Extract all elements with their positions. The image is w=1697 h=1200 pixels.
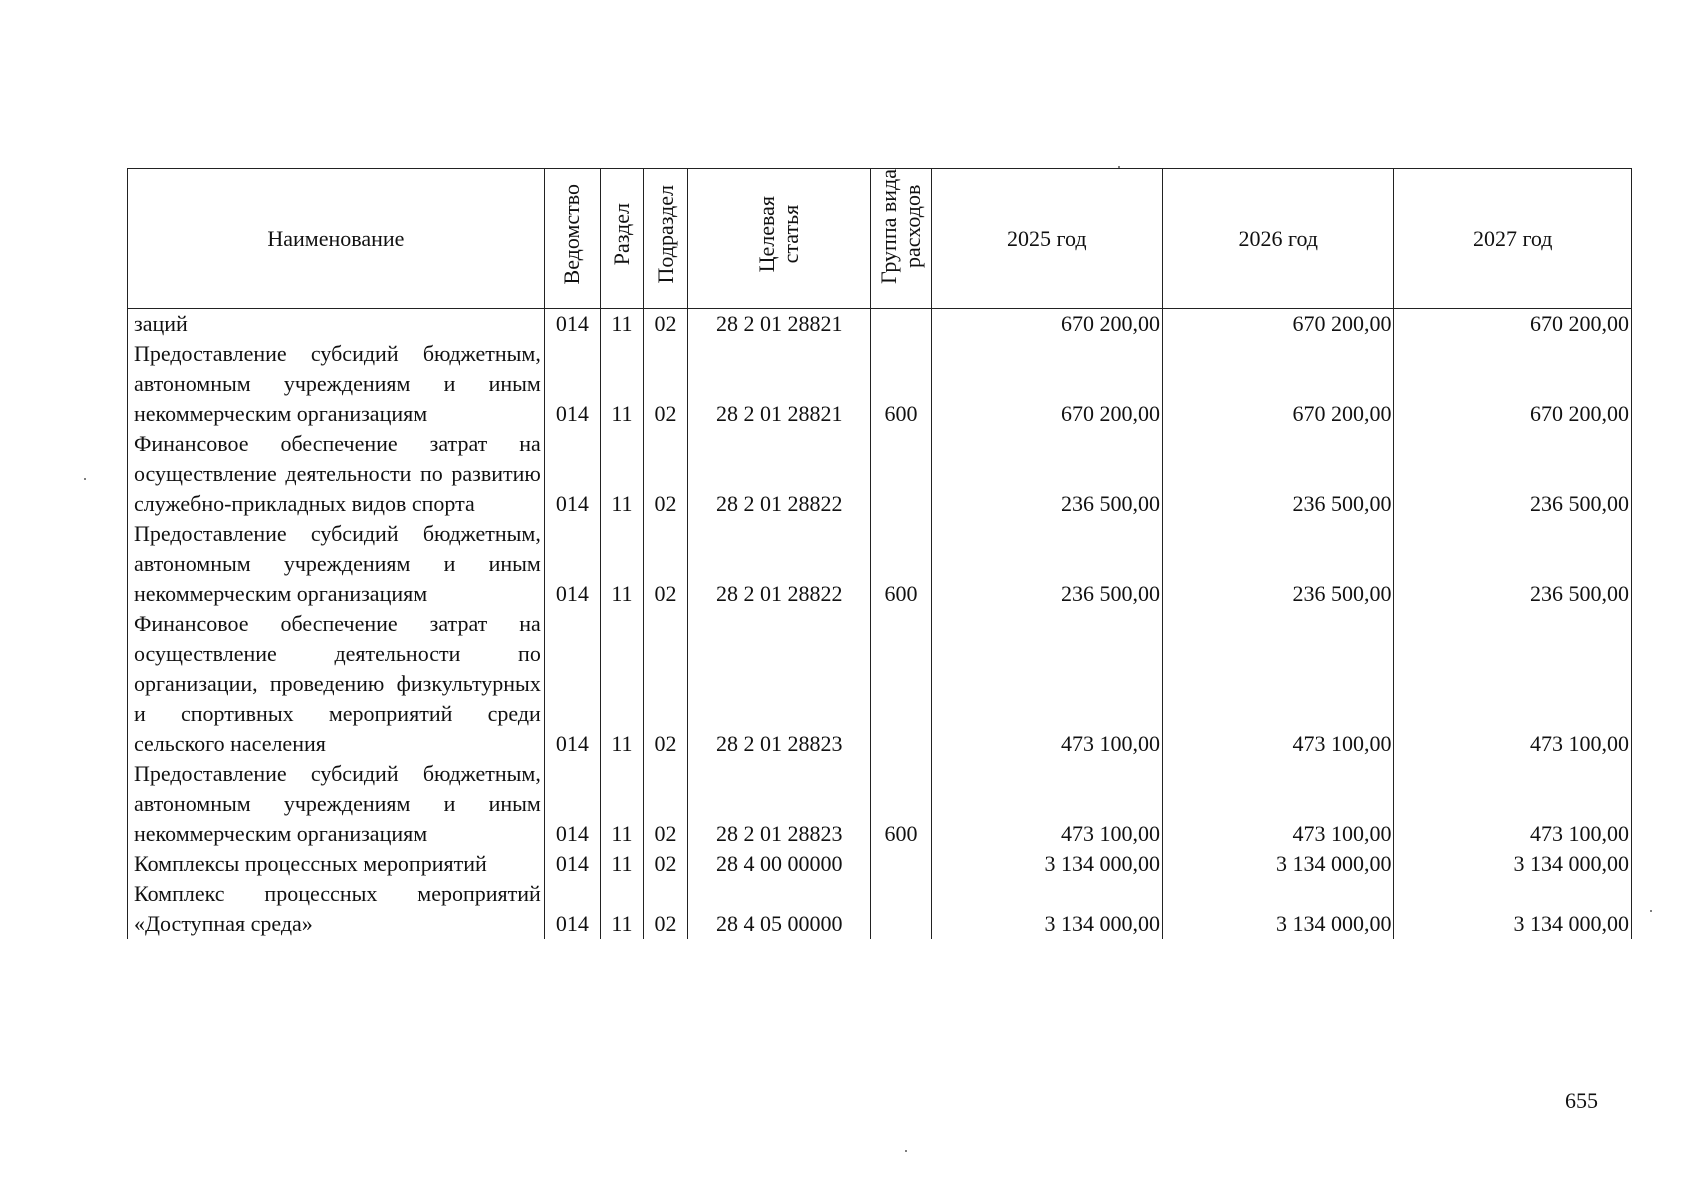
header-section: Раздел xyxy=(600,169,643,309)
cell-2027: 3 134 000,00 xyxy=(1394,879,1632,939)
cell-section: 11 xyxy=(600,759,643,849)
cell-section: 11 xyxy=(600,879,643,939)
cell-target: 28 2 01 28821 xyxy=(688,339,871,429)
cell-group: 600 xyxy=(871,759,931,849)
cell-2025: 236 500,00 xyxy=(931,519,1162,609)
cell-target: 28 4 00 00000 xyxy=(688,849,871,879)
cell-name: Финансовое обеспечение затрат на осуществление деятельности по развитию служебно-прикладных видов спорта xyxy=(128,429,545,519)
cell-dept: 014 xyxy=(544,429,600,519)
cell-name: Финансовое обеспечение затрат на осуществление деятельности по организации, проведению физкультурных и спортивных мероприятий среди сельского населения xyxy=(128,609,545,759)
cell-dept: 014 xyxy=(544,849,600,879)
cell-2026: 670 200,00 xyxy=(1163,339,1394,429)
header-subsection: Подраздел xyxy=(644,169,688,309)
cell-name: Предоставление субсидий бюджетным, автономным учреждениям и иным некоммерческим организациям xyxy=(128,519,545,609)
cell-section: 11 xyxy=(600,429,643,519)
cell-dept: 014 xyxy=(544,519,600,609)
cell-2026: 3 134 000,00 xyxy=(1163,879,1394,939)
cell-2026: 3 134 000,00 xyxy=(1163,849,1394,879)
cell-2027: 473 100,00 xyxy=(1394,609,1632,759)
table-row xyxy=(128,429,1632,519)
cell-2026: 473 100,00 xyxy=(1163,759,1394,849)
cell-subsection: 02 xyxy=(644,429,688,519)
cell-group xyxy=(871,429,931,519)
scan-speck xyxy=(84,478,86,480)
cell-section: 11 xyxy=(600,309,643,340)
scan-speck xyxy=(905,1150,907,1152)
cell-2025: 3 134 000,00 xyxy=(931,879,1162,939)
cell-target: 28 2 01 28822 xyxy=(688,429,871,519)
header-target xyxy=(688,169,871,309)
table-row xyxy=(128,609,1632,759)
scan-speck xyxy=(1118,166,1120,168)
cell-dept: 014 xyxy=(544,339,600,429)
cell-2027: 236 500,00 xyxy=(1394,519,1632,609)
cell-section: 11 xyxy=(600,339,643,429)
cell-dept: 014 xyxy=(544,759,600,849)
cell-subsection: 02 xyxy=(644,519,688,609)
cell-2026: 473 100,00 xyxy=(1163,609,1394,759)
table-row xyxy=(128,879,1632,939)
header-2025: 2025 год xyxy=(931,169,1162,309)
table-row xyxy=(128,759,1632,849)
cell-subsection: 02 xyxy=(644,339,688,429)
cell-name: Комплексы процессных мероприятий xyxy=(128,849,545,879)
cell-section: 11 xyxy=(600,849,643,879)
cell-subsection: 02 xyxy=(644,849,688,879)
header-group xyxy=(871,169,931,309)
cell-name: Предоставление субсидий бюджетным, автономным учреждениям и иным некоммерческим организациям xyxy=(128,339,545,429)
cell-name: заций xyxy=(128,309,545,340)
cell-2027: 670 200,00 xyxy=(1394,339,1632,429)
header-target-line2: статья xyxy=(778,205,804,264)
cell-group xyxy=(871,879,931,939)
cell-group: 600 xyxy=(871,339,931,429)
cell-2026: 236 500,00 xyxy=(1163,519,1394,609)
header-group-line1: Группа вида xyxy=(876,169,901,284)
cell-section: 11 xyxy=(600,609,643,759)
cell-2027: 3 134 000,00 xyxy=(1394,849,1632,879)
cell-2025: 236 500,00 xyxy=(931,429,1162,519)
cell-name: Предоставление субсидий бюджетным, автономным учреждениям и иным некоммерческим организациям xyxy=(128,759,545,849)
table-row xyxy=(128,339,1632,429)
cell-subsection: 02 xyxy=(644,879,688,939)
scan-speck xyxy=(1650,910,1652,912)
cell-2027: 670 200,00 xyxy=(1394,309,1632,340)
table-row xyxy=(128,309,1632,340)
table-body xyxy=(128,309,1632,940)
cell-group: 600 xyxy=(871,519,931,609)
cell-2025: 473 100,00 xyxy=(931,609,1162,759)
cell-2025: 473 100,00 xyxy=(931,759,1162,849)
cell-name: Комплекс процессных мероприятий «Доступная среда» xyxy=(128,879,545,939)
page-number: 655 xyxy=(1565,1088,1598,1113)
header-2027: 2027 год xyxy=(1394,169,1632,309)
header-group-line2: расходов xyxy=(900,184,925,269)
cell-2025: 3 134 000,00 xyxy=(931,849,1162,879)
budget-table xyxy=(127,168,1632,939)
cell-subsection: 02 xyxy=(644,759,688,849)
cell-target: 28 4 05 00000 xyxy=(688,879,871,939)
cell-2026: 236 500,00 xyxy=(1163,429,1394,519)
table-row xyxy=(128,519,1632,609)
cell-dept: 014 xyxy=(544,309,600,340)
header-dept: Ведомство xyxy=(544,169,600,309)
cell-dept: 014 xyxy=(544,609,600,759)
cell-subsection: 02 xyxy=(644,609,688,759)
cell-target: 28 2 01 28822 xyxy=(688,519,871,609)
cell-group xyxy=(871,309,931,340)
cell-2025: 670 200,00 xyxy=(931,339,1162,429)
cell-2026: 670 200,00 xyxy=(1163,309,1394,340)
cell-section: 11 xyxy=(600,519,643,609)
header-target-line1: Целевая xyxy=(754,196,780,273)
cell-target: 28 2 01 28821 xyxy=(688,309,871,340)
table-header-row xyxy=(128,169,1632,309)
cell-group xyxy=(871,849,931,879)
cell-dept: 014 xyxy=(544,879,600,939)
header-name: Наименование xyxy=(128,169,545,309)
cell-target: 28 2 01 28823 xyxy=(688,759,871,849)
cell-2027: 473 100,00 xyxy=(1394,759,1632,849)
cell-2025: 670 200,00 xyxy=(931,309,1162,340)
cell-2027: 236 500,00 xyxy=(1394,429,1632,519)
cell-group xyxy=(871,609,931,759)
header-2026: 2026 год xyxy=(1163,169,1394,309)
cell-subsection: 02 xyxy=(644,309,688,340)
table-row xyxy=(128,849,1632,879)
cell-target: 28 2 01 28823 xyxy=(688,609,871,759)
